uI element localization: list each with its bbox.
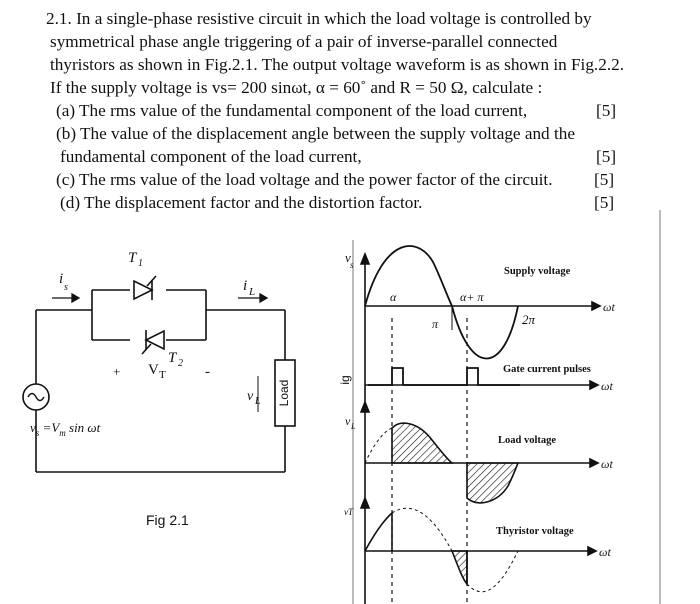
thyristor-t2 [142, 330, 164, 354]
question-part-b: (b) The value of the displacement angle between the supply voltage and the [56, 124, 575, 143]
question-part-d: (d) The displacement factor and the distortion factor. [60, 193, 423, 212]
is-arrow-icon [72, 294, 79, 302]
alpha-plus-pi-label: α+ π [460, 290, 484, 304]
label-is: i [59, 271, 64, 287]
il-arrow-icon [260, 294, 267, 302]
label-t2: T [168, 350, 177, 366]
thyristor-voltage-curve [365, 513, 392, 551]
supply-voltage-label: Supply voltage [504, 266, 571, 277]
omega-t-label-1: ωt [603, 300, 615, 314]
svg-text:L: L [249, 286, 256, 298]
svg-text:s: s [350, 260, 354, 270]
question-line-2: symmetrical phase angle triggering of a pair of inverse-parallel connected [50, 32, 558, 51]
load-voltage-label: Load voltage [498, 435, 557, 446]
omega-t-label-3: ωt [601, 457, 613, 471]
marks-d: [5] [594, 193, 615, 212]
load-voltage-negative [467, 463, 518, 503]
load-voltage-positive [392, 423, 452, 463]
label-plus: + [113, 364, 121, 379]
thyristor-voltage-label: Thyristor voltage [496, 526, 574, 537]
vt-axis-label: vT [344, 507, 353, 517]
load-voltage-dashed [365, 428, 392, 463]
vs-axis-arrow-icon [361, 254, 369, 264]
label-t1: T [128, 250, 137, 266]
thyristor-voltage-neg [452, 551, 467, 584]
svg-text:1: 1 [138, 258, 143, 269]
label-vt: V [148, 362, 159, 378]
question-part-c: (c) The rms value of the load voltage and the power factor of the circuit. [56, 170, 553, 189]
svg-text:L: L [255, 396, 261, 407]
label-minus: - [205, 364, 210, 380]
axis-arrow-icon-1 [592, 302, 600, 310]
omega-t-label-2: ωt [601, 379, 613, 393]
label-source-equation: $v_s =V_m$ sin ωt [30, 420, 101, 438]
vl-axis-arrow-icon [361, 402, 369, 412]
question-line-1: 2.1. In a single-phase resistive circuit in which the load voltage is controlled by [46, 9, 592, 28]
gate-pulse-1 [368, 368, 403, 385]
axis-arrow-icon-4 [588, 547, 596, 555]
marks-b: [5] [596, 147, 617, 166]
vl-axis-label: v [345, 414, 351, 428]
vs-axis-label: v [345, 250, 351, 265]
load-label: Load [277, 379, 292, 407]
supply-voltage-curve [365, 246, 518, 358]
question-line-4: If the supply voltage is vs= 200 sinωt, α = 60˚ and R = 50 Ω, calculate : [50, 78, 543, 97]
thyristor-voltage-dashed [392, 508, 452, 551]
svg-text:s: s [64, 282, 68, 293]
vt-axis-arrow-icon [361, 498, 369, 508]
axis-arrow-icon-2 [590, 381, 598, 389]
omega-t-label-4: ωt [599, 545, 611, 559]
svg-text:2: 2 [178, 358, 183, 369]
fig-2-1-caption: Fig 2.1 [146, 512, 189, 528]
two-pi-label: 2π [522, 312, 536, 327]
pi-label: π [432, 317, 439, 331]
axis-arrow-icon-3 [590, 459, 598, 467]
thyristor-voltage-dashed-2 [467, 551, 518, 592]
ig-axis-label: ig [338, 375, 352, 385]
question-part-a: (a) The rms value of the fundamental component of the load current, [56, 101, 528, 120]
svg-text:L: L [351, 422, 356, 431]
marks-a: [5] [596, 101, 617, 120]
alpha-label: α [390, 290, 397, 304]
label-il: i [243, 278, 248, 294]
gate-current-label: Gate current pulses [503, 364, 591, 375]
question-part-b-cont: fundamental component of the load current, [60, 147, 362, 166]
marks-c: [5] [594, 170, 615, 189]
question-line-3: thyristors as shown in Fig.2.1. The output voltage waveform is as shown in Fig.2.2. [50, 55, 625, 74]
svg-text:T: T [159, 369, 166, 381]
thyristor-t1 [134, 276, 156, 300]
label-vl: v [247, 389, 254, 404]
